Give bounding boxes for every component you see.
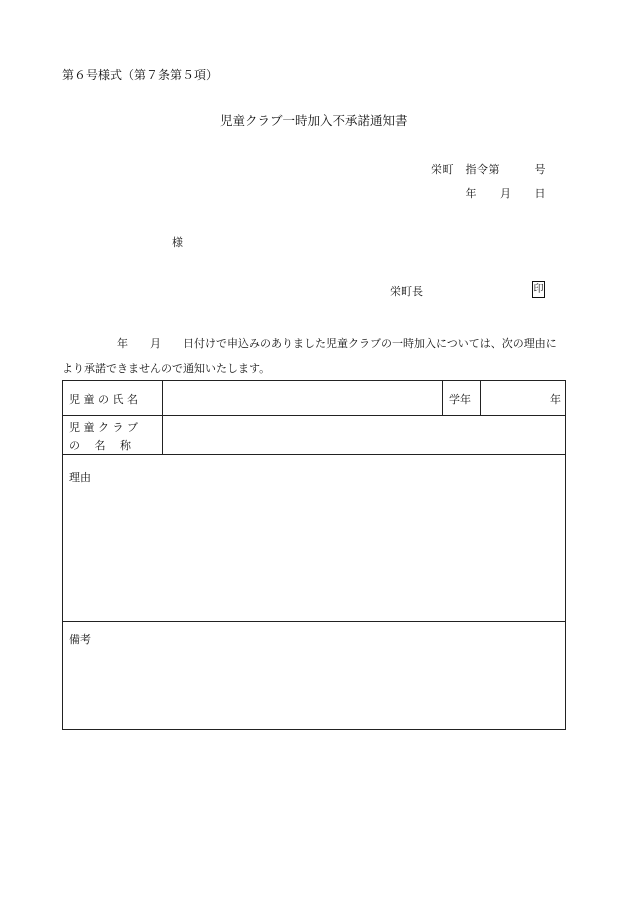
reason-field[interactable] [69, 489, 559, 615]
document-title: 児童クラブ一時加入不承諾通知書 [220, 113, 408, 128]
child-name-field[interactable] [167, 391, 437, 407]
notice-body-line-2: より承諾できませんので通知いたします。 [62, 362, 271, 375]
reason-label: 理由 [69, 471, 91, 484]
table-col-divider [442, 381, 443, 415]
grade-field[interactable] [485, 391, 545, 407]
notice-table [62, 380, 566, 730]
directive-number: 栄町 指令第 号 [431, 163, 546, 176]
grade-suffix: 年 [550, 393, 561, 406]
club-name-label-line-1: 児 童 ク ラ ブ [69, 421, 138, 434]
notice-body-line-1: 年 月 日付けで申込みのありました児童クラブの一時加入については、次の理由に [62, 337, 557, 350]
table-row-divider [63, 454, 565, 455]
remarks-label: 備考 [69, 633, 91, 646]
remarks-field[interactable] [69, 651, 559, 723]
seal-stamp-box: 印 [532, 281, 545, 298]
child-name-label: 児 童 の 氏 名 [69, 393, 138, 406]
issuer-title: 栄町長 [390, 285, 423, 298]
form-number-label: 第６号様式（第７条第５項） [62, 68, 219, 82]
table-col-divider [480, 381, 481, 415]
club-name-label-line-2: の 名 称 [69, 439, 131, 452]
notice-body [62, 331, 572, 381]
addressee-honorific: 様 [172, 236, 183, 249]
table-col-divider [162, 381, 163, 454]
table-row-divider [63, 415, 565, 416]
issue-date: 年 月 日 [465, 187, 546, 200]
club-name-field[interactable] [167, 421, 557, 449]
table-row-divider [63, 621, 565, 622]
grade-label: 学年 [449, 393, 471, 406]
